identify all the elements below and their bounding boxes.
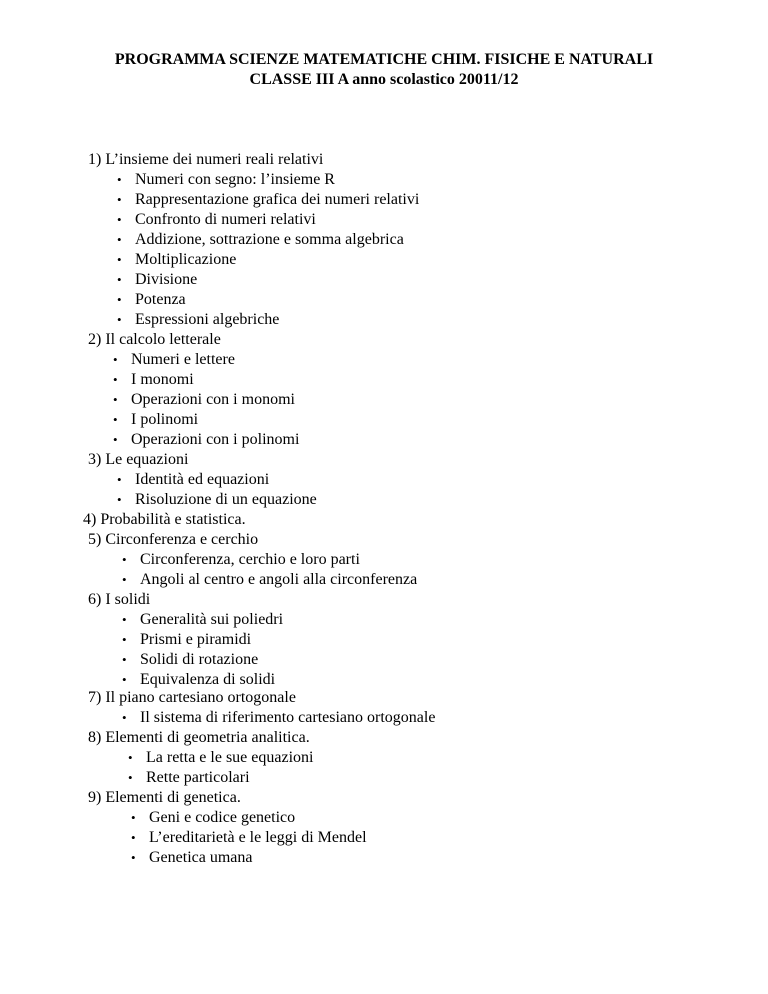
- list-item: [117, 490, 317, 510]
- list-item: [113, 410, 198, 430]
- bullet-icon: •: [122, 652, 127, 667]
- list-item-text: Rappresentazione grafica dei numeri relativi: [135, 191, 420, 208]
- header-class-year: CLASSE III A anno scolastico 20011/12: [249, 71, 519, 88]
- list-item-text: Angoli al centro e angoli alla circonferenza: [140, 571, 418, 588]
- section-title: 8) Elementi di geometria analitica.: [88, 729, 310, 746]
- list-item-text: Divisione: [135, 271, 198, 288]
- list-item: [131, 808, 295, 828]
- list-item-text: Numeri e lettere: [131, 351, 235, 368]
- list-item: [117, 270, 197, 290]
- list-item-text: Geni e codice genetico: [149, 809, 296, 826]
- bullet-icon: •: [113, 432, 118, 447]
- bullet-icon: •: [117, 312, 122, 327]
- bullet-icon: •: [117, 232, 122, 247]
- bullet-icon: •: [131, 850, 136, 865]
- bullet-icon: •: [122, 572, 127, 587]
- list-item-text: Espressioni algebriche: [135, 311, 280, 328]
- list-item-text: Confronto di numeri relativi: [135, 211, 316, 228]
- list-item-text: Genetica umana: [149, 849, 253, 866]
- bullet-icon: •: [113, 372, 118, 387]
- bullet-icon: •: [122, 612, 127, 627]
- bullet-icon: •: [113, 352, 118, 367]
- section-title: 6) I solidi: [88, 591, 151, 608]
- bullet-icon: •: [117, 172, 122, 187]
- list-item: [113, 350, 235, 370]
- bullet-icon: •: [117, 252, 122, 267]
- section-title: 9) Elementi di genetica.: [88, 789, 241, 806]
- list-item: [117, 470, 269, 490]
- list-item: [131, 848, 253, 868]
- list-item: [117, 210, 316, 230]
- bullet-icon: •: [113, 412, 118, 427]
- list-item-text: Identità ed equazioni: [135, 471, 270, 488]
- list-item-text: L’ereditarietà e le leggi di Mendel: [149, 829, 367, 846]
- list-item: [113, 390, 295, 410]
- list-item: [128, 768, 250, 788]
- bullet-icon: •: [128, 750, 133, 765]
- list-item-text: Addizione, sottrazione e somma algebrica: [135, 231, 404, 248]
- list-item-text: Circonferenza, cerchio e loro parti: [140, 551, 360, 568]
- list-item: [113, 370, 194, 390]
- list-item: [122, 708, 435, 728]
- bullet-icon: •: [131, 810, 136, 825]
- list-item-text: I polinomi: [131, 411, 199, 428]
- bullet-icon: •: [117, 292, 122, 307]
- list-item: [117, 170, 335, 190]
- list-item: [122, 670, 275, 690]
- section-title: 7) Il piano cartesiano ortogonale: [88, 689, 296, 706]
- bullet-icon: •: [131, 830, 136, 845]
- list-item: [117, 290, 186, 310]
- bullet-icon: •: [122, 672, 127, 687]
- section-title: 3) Le equazioni: [88, 451, 189, 468]
- list-item-text: Moltiplicazione: [135, 251, 237, 268]
- list-item: [117, 190, 419, 210]
- list-item-text: Potenza: [135, 291, 186, 308]
- bullet-icon: •: [117, 472, 122, 487]
- section-title: 4) Probabilità e statistica.: [83, 511, 246, 528]
- list-item: [117, 250, 236, 270]
- list-item-text: Risoluzione di un equazione: [135, 491, 317, 508]
- list-item: [131, 828, 367, 848]
- bullet-icon: •: [122, 552, 127, 567]
- list-item-text: Equivalenza di solidi: [140, 671, 276, 688]
- section-title: 1) L’insieme dei numeri reali relativi: [88, 151, 324, 168]
- list-item-text: Operazioni con i monomi: [131, 391, 295, 408]
- bullet-icon: •: [117, 272, 122, 287]
- list-item: [122, 650, 258, 670]
- list-item-text: Generalità sui poliedri: [140, 611, 284, 628]
- list-item: [117, 230, 404, 250]
- bullet-icon: •: [117, 492, 122, 507]
- list-item-text: Solidi di rotazione: [140, 651, 259, 668]
- list-item-text: Prismi e piramidi: [140, 631, 252, 648]
- list-item-text: La retta e le sue equazioni: [146, 749, 314, 766]
- bullet-icon: •: [122, 632, 127, 647]
- list-item: [128, 748, 313, 768]
- bullet-icon: •: [113, 392, 118, 407]
- bullet-icon: •: [128, 770, 133, 785]
- bullet-icon: •: [122, 710, 127, 725]
- list-item-text: I monomi: [131, 371, 194, 388]
- list-item: [122, 570, 417, 590]
- list-item-text: Operazioni con i polinomi: [131, 431, 300, 448]
- list-item: [122, 610, 283, 630]
- document-header: [0, 50, 768, 90]
- bullet-icon: •: [117, 212, 122, 227]
- list-item: [117, 310, 279, 330]
- list-item: [113, 430, 299, 450]
- list-item: [122, 630, 251, 650]
- list-item-text: Rette particolari: [146, 769, 250, 786]
- list-item-text: Il sistema di riferimento cartesiano ortogonale: [140, 709, 436, 726]
- section-title: 5) Circonferenza e cerchio: [88, 531, 259, 548]
- list-item: [122, 550, 360, 570]
- bullet-icon: •: [117, 192, 122, 207]
- header-title: PROGRAMMA SCIENZE MATEMATICHE CHIM. FISICHE E NATURALI: [114, 51, 654, 68]
- list-item-text: Numeri con segno: l’insieme R: [135, 171, 335, 188]
- section-title: 2) Il calcolo letterale: [88, 331, 221, 348]
